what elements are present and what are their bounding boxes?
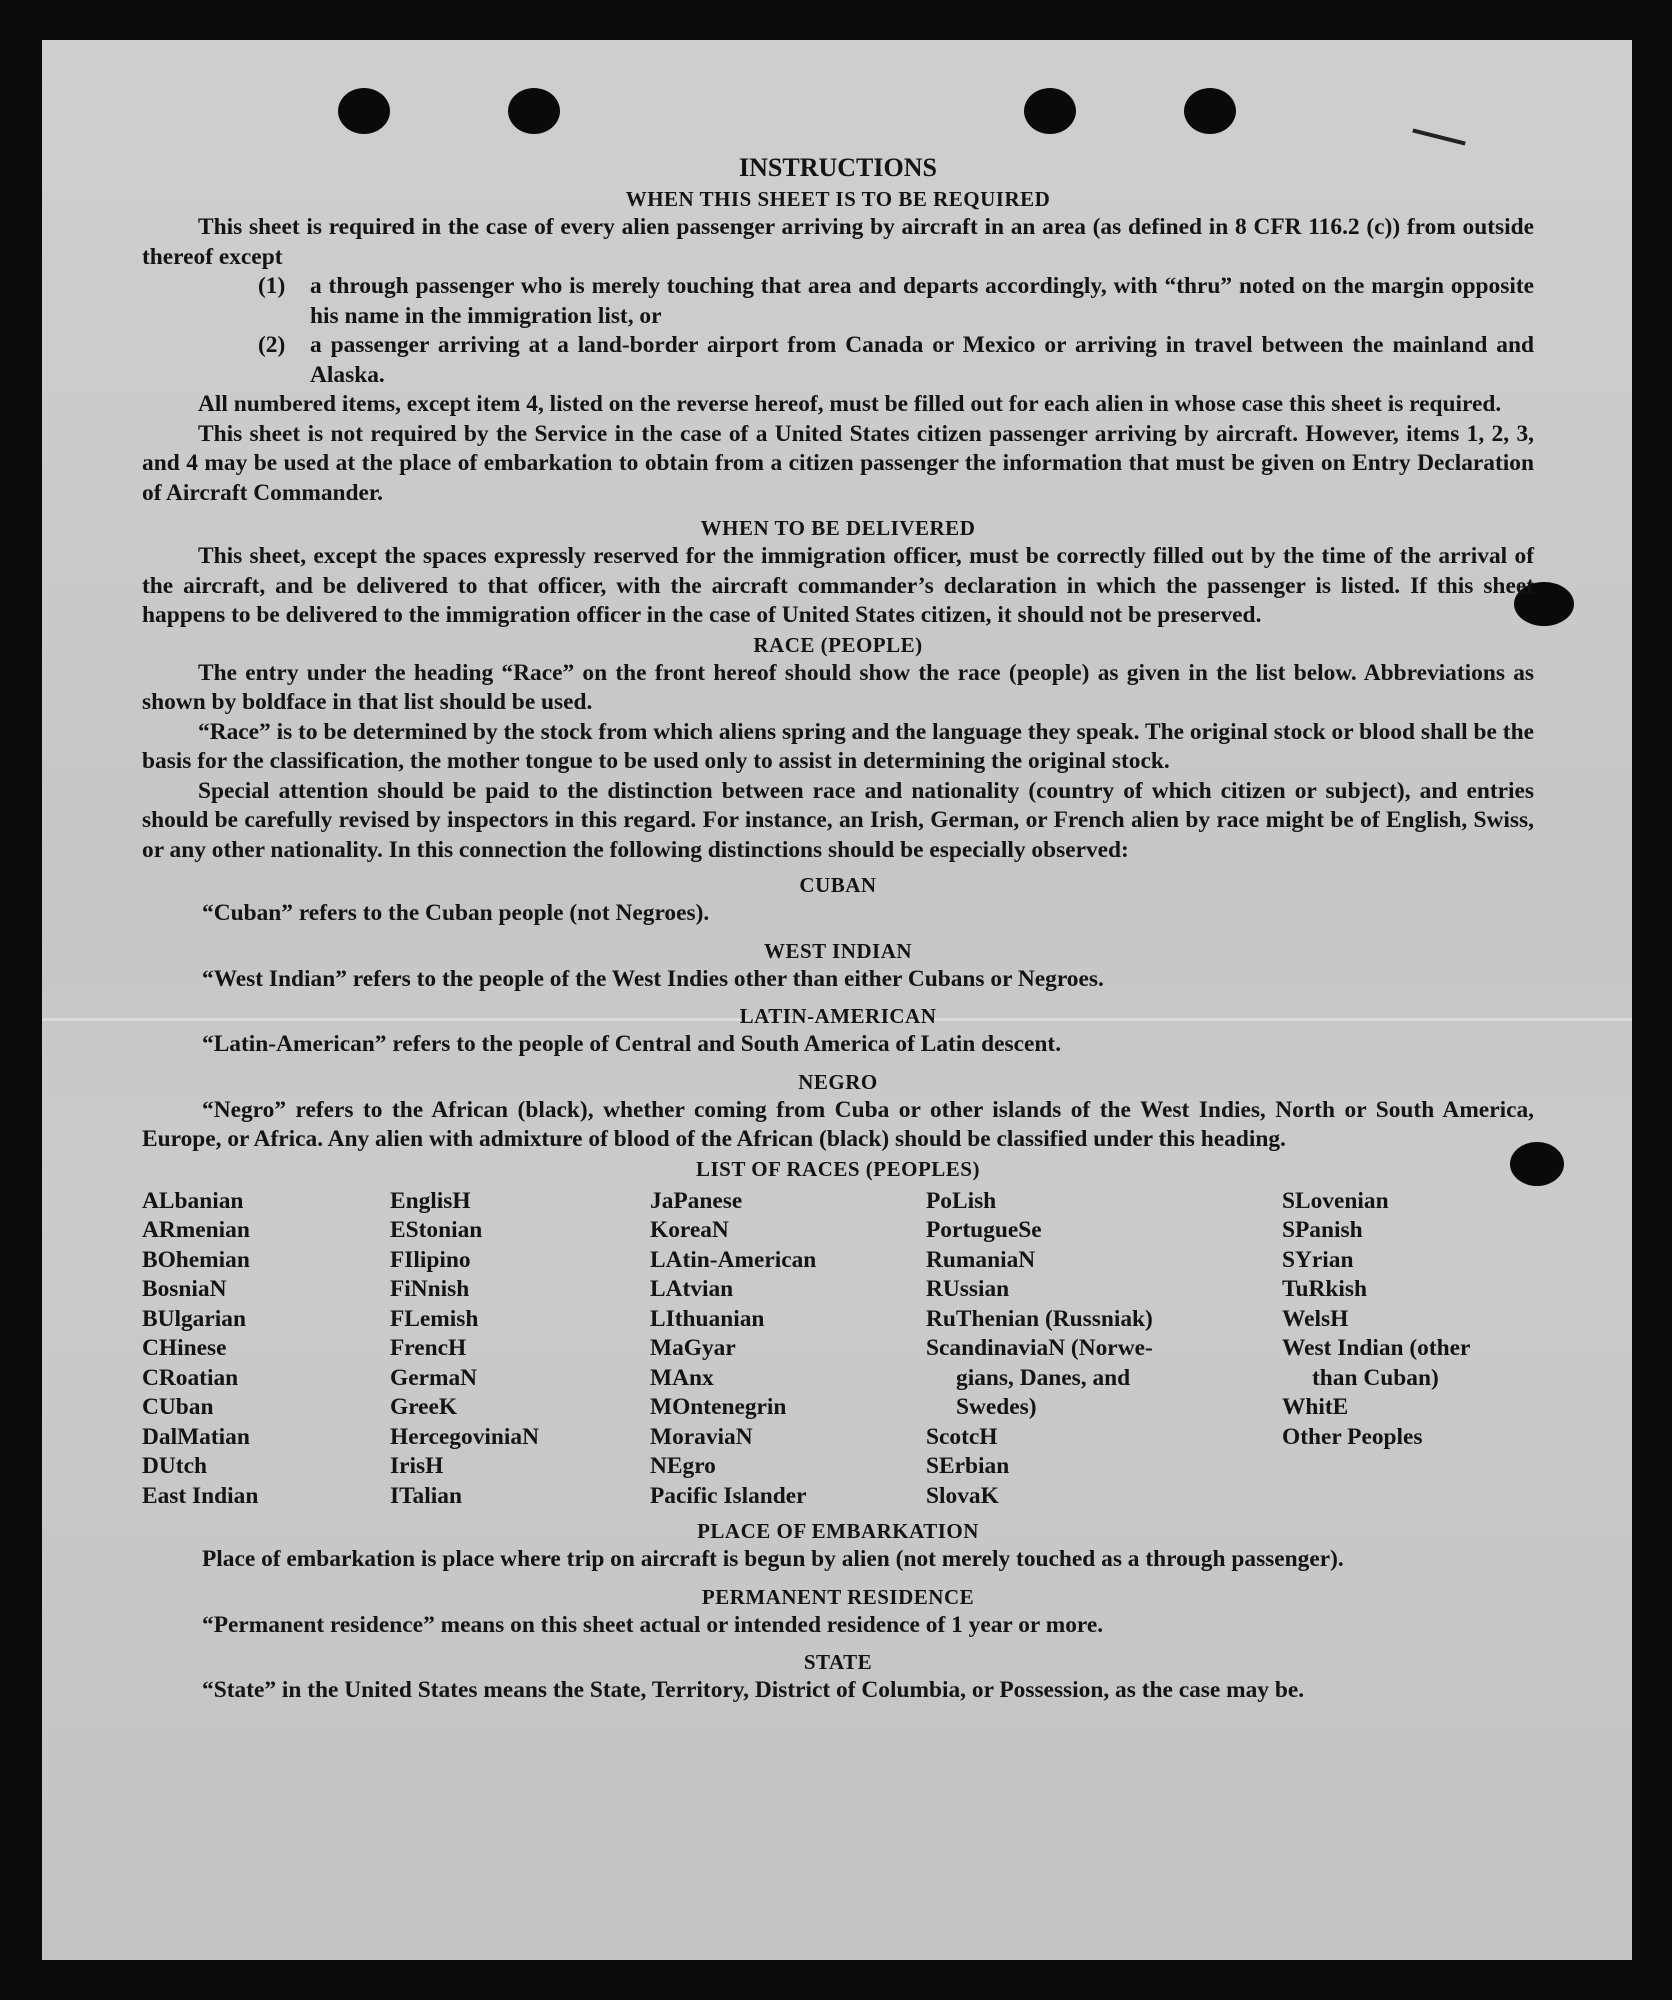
race-item: ARmenian [142, 1217, 250, 1243]
race-item: GreeK [390, 1394, 458, 1420]
paragraph-west-indian: “West Indian” refers to the people of the West Indies other than either Cubans or Negroes. [202, 965, 1104, 992]
paragraph-when-required-intro: This sheet is required in the case of every alien passenger arriving by aircraft in an area (as defined in 8 CFR 116.2 (c)) from outside thereof except [142, 214, 1534, 270]
paragraph-permanent-residence: “Permanent residence” means on this sheet actual or intended residence of 1 year or more. [202, 1611, 1104, 1638]
race-item: CRoatian [142, 1364, 239, 1391]
paragraph-citizen: This sheet is not required by the Service in the case of a United States citizen passenger arriving by aircraft. However, items 1, 2, 3, and 4 may be used at the place of embarkation to obtain from a citizen passenger the information that must be given on Entry Declaration of Aircraft Commander. [142, 420, 1534, 506]
race-column-3 [650, 1187, 926, 1512]
race-item: EStonian [390, 1217, 483, 1243]
race-item: ScotcH [926, 1423, 998, 1450]
race-item-continued: Swedes) [956, 1394, 1037, 1420]
race-item: West Indian (other [1282, 1335, 1471, 1361]
race-item: PoLish [926, 1187, 997, 1214]
race-item-continued: than Cuban) [1312, 1364, 1439, 1391]
list-item [142, 331, 1534, 390]
race-item: WelsH [1282, 1305, 1349, 1332]
race-item: ScandinaviaN (Norwe- [926, 1335, 1153, 1361]
heading-when-required: WHEN THIS SHEET IS TO BE REQUIRED [625, 187, 1051, 211]
race-item: MaGyar [650, 1335, 736, 1361]
heading-permanent-residence: PERMANENT RESIDENCE [701, 1584, 975, 1609]
heading-embarkation: PLACE OF EMBARKATION [697, 1519, 979, 1543]
race-item: WhitE [1282, 1394, 1349, 1420]
race-item: JaPanese [650, 1187, 743, 1214]
race-item: RuThenian (Russniak) [926, 1305, 1153, 1332]
race-item: RUssian [926, 1276, 1010, 1302]
heading-when-delivered: WHEN TO BE DELIVERED [700, 516, 976, 540]
item-number: (2) [258, 332, 286, 358]
race-item: RumaniaN [926, 1246, 1036, 1273]
list-item [142, 272, 1534, 331]
race-column-5 [1282, 1187, 1534, 1512]
race-item: HercegoviniaN [390, 1423, 539, 1450]
race-item: FLemish [390, 1305, 479, 1332]
race-item: SlovaK [926, 1482, 999, 1509]
race-item: PortugueSe [926, 1217, 1042, 1243]
race-item: LAtin-American [650, 1246, 817, 1273]
race-item: BUlgarian [142, 1305, 246, 1332]
race-item: Other Peoples [1282, 1423, 1423, 1450]
paragraph-embarkation: Place of embarkation is place where trip on aircraft is begun by alien (not merely touched as a through passenger). [202, 1546, 1344, 1572]
race-item: SPanish [1282, 1217, 1363, 1243]
race-item: MoraviaN [650, 1423, 753, 1450]
race-item: FIlipino [390, 1246, 471, 1273]
race-item: TuRkish [1282, 1276, 1367, 1302]
race-item: SYrian [1282, 1246, 1354, 1273]
document-sheet [42, 40, 1632, 1960]
paragraph-race-2: “Race” is to be determined by the stock from which aliens spring and the language they speak. The original stock or blood shall be the basis for the classification, the mother tongue to be used only to assist in determining the original stock. [142, 718, 1534, 774]
race-item: BosniaN [142, 1276, 227, 1302]
race-item: ITalian [390, 1482, 462, 1509]
paragraph-when-delivered: This sheet, except the spaces expressly reserved for the immigration officer, must be correctly filled out by the time of the arrival of the aircraft, and be delivered to that officer, with the aircraft commander’s declaration in which the passenger is listed. If this sheet happens to be delivered to the immigration officer in the case of United States citizen, it should not be preserved. [142, 543, 1534, 628]
heading-state: STATE [803, 1650, 873, 1674]
race-item: IrisH [390, 1453, 444, 1479]
heading-west-indian: WEST INDIAN [763, 938, 913, 963]
race-item: LAtvian [650, 1276, 734, 1302]
heading-race: RACE (PEOPLE) [753, 632, 923, 657]
race-item: LIthuanian [650, 1305, 765, 1332]
race-item: EnglisH [390, 1187, 471, 1214]
paragraph-latin-american: “Latin-American” refers to the people of Central and South America of Latin descent. [202, 1031, 1062, 1057]
race-item-continued: gians, Danes, and [956, 1364, 1131, 1391]
item-text: a passenger arriving at a land-border airport from Canada or Mexico or arriving in travel between the mainland and Alaska. [310, 332, 1534, 388]
race-item: FrencH [390, 1335, 467, 1361]
race-item: MOntenegrin [650, 1394, 787, 1420]
paragraph-race-3: Special attention should be paid to the distinction between race and nationality (country of which citizen or subject), and entries should be carefully revised by inspectors in this regard. For instance, an Irish, German, or French alien by race might be of English, Swiss, or any other nationality. In this connection the following distinctions should be especially observed: [142, 777, 1534, 863]
race-item: SErbian [926, 1453, 1010, 1479]
race-item: GermaN [390, 1364, 478, 1391]
race-column-1 [142, 1187, 390, 1512]
race-item: KoreaN [650, 1217, 729, 1243]
heading-cuban: CUBAN [799, 873, 877, 897]
heading-list-of-races: LIST OF RACES (PEOPLES) [696, 1156, 980, 1181]
race-item: CUban [142, 1394, 214, 1420]
race-item: DalMatian [142, 1423, 250, 1450]
race-item: CHinese [142, 1335, 227, 1361]
race-item: DUtch [142, 1453, 207, 1479]
paragraph-numbered-items: All numbered items, except item 4, listed on the reverse hereof, must be filled out for each alien in whose case this sheet is required. [198, 391, 1502, 417]
race-item: East Indian [142, 1482, 259, 1509]
heading-negro: NEGRO [798, 1069, 878, 1094]
race-item: BOhemian [142, 1246, 250, 1273]
race-item: MAnx [650, 1364, 714, 1391]
item-text: a through passenger who is merely touching that area and departs accordingly, with “thru” noted on the margin opposite his name in the immigration list, or [310, 273, 1534, 329]
race-item: Pacific Islander [650, 1482, 807, 1509]
race-column-4 [926, 1187, 1282, 1512]
instructions-content [142, 113, 1534, 1706]
page-title: INSTRUCTIONS [739, 153, 937, 182]
paragraph-race-1: The entry under the heading “Race” on the front hereof should show the race (people) as given in the list below. Abbreviations as shown by boldface in that list should be used. [142, 659, 1534, 715]
race-item: FiNnish [390, 1276, 470, 1302]
heading-latin-american: LATIN-AMERICAN [739, 1004, 937, 1028]
paragraph-negro: “Negro” refers to the African (black), whether coming from Cuba or other islands of the West Indies, North or South America, Europe, or Africa. Any alien with admixture of blood of the African (black) should be classified under this heading. [142, 1096, 1534, 1152]
race-item: ALbanian [142, 1187, 244, 1214]
paragraph-cuban: “Cuban” refers to the Cuban people (not Negroes). [202, 900, 710, 926]
race-item: NEgro [650, 1453, 716, 1479]
race-list [142, 1187, 1534, 1512]
race-item: SLovenian [1282, 1187, 1389, 1214]
item-number: (1) [258, 273, 286, 299]
paragraph-state: “State” in the United States means the State, Territory, District of Columbia, or Possession, as the case may be. [202, 1677, 1305, 1703]
race-column-2 [390, 1187, 650, 1512]
